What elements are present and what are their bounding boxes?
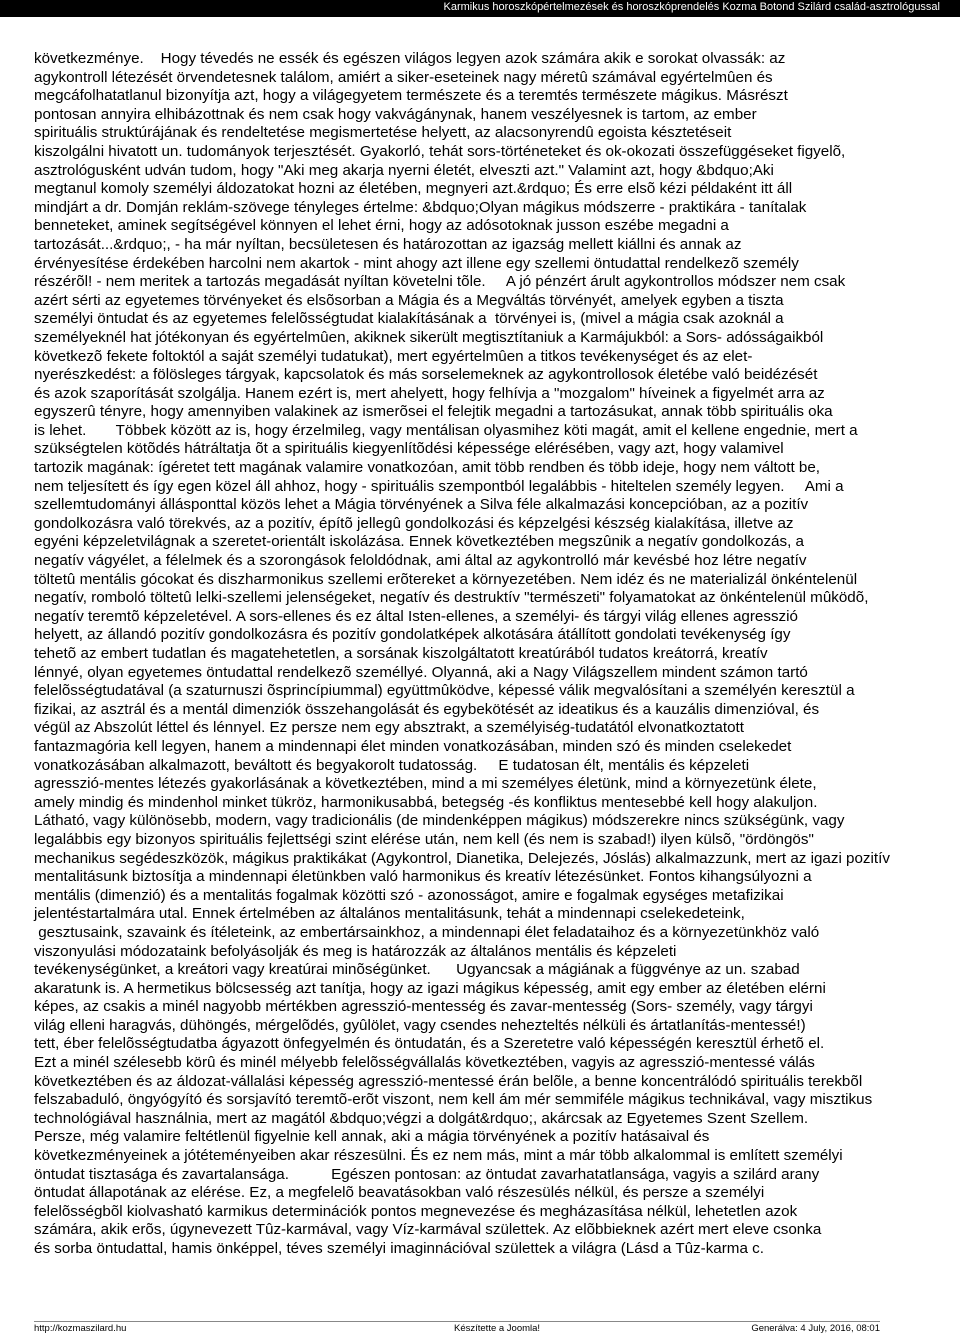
text-line: kiszolgálni hivatott un. tudományok terjesztését. Gyakorló, tehát sors-történeteket és ok-okozati összefüggéseket figyelõ,	[34, 142, 846, 160]
text-line: negatív vágyélet, a félelmek és a szorongások feloldódnak, ami által az agykontrolló már kevésbé hoz létre negatív	[34, 552, 807, 570]
footer-url-link[interactable]: http://kozmaszilard.hu	[34, 1323, 127, 1334]
text-line: következõ fekete foltoktól a saját személyi tudatukat), mert egyértelmûen a titkos tevékenységet és az elet-	[34, 347, 753, 365]
text-line: szükségtelen kötõdés hátráltatja õt a spirituális kiegyenlítõdési képessége elérésében, vagy azt, hogy valamivel	[34, 440, 784, 458]
text-line: felelõsségtudatával (a szaturnuszi õsprincípiummal) együttmûködve, képessé válik megvalósítani a személyén keresztül a	[34, 682, 855, 700]
text-line: technológiával használnia, mert az magától &bdquo;végzi a dolgát&rdquo;, akárcsak az Egyetemes Szent Szellem.	[34, 1109, 809, 1127]
text-line: tett, éber felelõsségtudatba ágyazott önfegyelmén és öntudatán, és a Szeretetre való képességén keresztül érhetõ el.	[34, 1035, 825, 1053]
page-header	[0, 0, 960, 17]
text-line: legalábbis egy bizonyos spirituális fejlettségi szint elérése után, nem kell (és nem is szabad!) ilyen külsõ, "ördöngös"	[34, 830, 814, 848]
text-line: agykontroll létezését örvendetesnek találom, amiért a siker-eseteinek nagy méretû számával egyértelmûen és	[34, 68, 773, 86]
text-line: vonatkozásában alkalmazott, beváltott és begyakorolt tudatosság. E tudatosan élt, mentális és képzeleti	[34, 756, 750, 774]
text-line: fantazmagória kell legyen, hanem a mindennapi élet minden vonatkozásában, minden szó és minden cselekedet	[34, 737, 792, 755]
text-line: amely mindig és mindenhol minket tükröz, harmonikusabbá, betegség -és konfliktus mentesebbé kell hogy alakuljon.	[34, 793, 818, 811]
text-line: tevékenységünket, a kreátori vagy kreatúrai minõségünket. Ugyancsak a mágiának a függvénye az un. szabad	[34, 961, 800, 979]
text-line: jelentéstartalmára utal. Ennek értelmében az általános mentalitásunk, tehát a mindennapi cselekedeteink,	[34, 905, 745, 923]
text-line: öntudat tisztasága és zavartalansága. Egészen pontosan: az öntudat zavarhatatlansága, vagyis a szilárd arany	[34, 1165, 820, 1183]
text-line: következménye. Hogy tévedés ne essék és egészen világos legyen azok számára akik e sorokat olvassák: az	[34, 50, 786, 67]
text-line: azért sérti az egyetemes törvényeket és elsõsorban a Mágia és a Megváltás törvényét, amelyek egyben a tiszta	[34, 291, 784, 309]
text-line: végül az Abszolút léttel és lénnyel. Ez persze nem egy absztrakt, a személyiség-tudatától elvonatkoztatott	[34, 719, 744, 737]
text-line: benneteket, aminek segítségével könnyen el lehet érni, hogy az adósotoknak jusson eszébe megadni a	[34, 217, 729, 235]
text-line: Persze, még valamire feltétlenül figyelnie kell annak, aki a mágia törvényének a pozitív hatásaival és	[34, 1128, 710, 1146]
text-line: felszabaduló, öngyógyító és sorsjavító teremtõ-erõt viszont, nem kell ám mér semmiféle mágikus technikával, vagy misztikus	[34, 1091, 873, 1109]
text-line: mentalitásunk biztosítja a mindennapi életünkben való harmonikus és kreatív létezésünket. Fontos kihangsúlyozni a	[34, 868, 812, 886]
text-line: mechanikus segédeszközök, mágikus praktikákat (Agykontrol, Dianetika, Delejezés, Jóslás) alkalmazzunk, mert az igazi pozitív	[34, 849, 890, 867]
text-line: Látható, vagy különösebb, modern, vagy tradicionális (de mindenképpen mágikus) módszerekre nincs szükségünk, vagy	[34, 812, 845, 830]
text-line: tartozik magának: ígéretet tett magának valamire vonatkozóan, amit több rendben és több ideje, hogy nem váltott be,	[34, 459, 820, 477]
text-line: mentális (dimenzió) és a mentalitás fogalmak közötti szó - azonosságot, amire e fogalmak egységes metafizikai	[34, 886, 784, 904]
text-line: számára, akik erõs, úgynevezett Tûz-karmával, vagy Víz-karmával születtek. Az elõbbieknek azért mert eleve csonka	[34, 1221, 822, 1239]
text-line: gesztusaink, szavaink és ítéleteink, az embertársainkhoz, a mindennapi élet feladataihoz és a környezetünkhöz való	[34, 923, 820, 941]
text-line: gondolkozásra való törekvés, az a pozitív, építõ jellegû gondolkozási és képzelgési készség kialakítása, illetve az	[34, 514, 794, 532]
text-line: részérõl! - nem meritek a tartozás megadását nyíltan követelni tõle. A jó pénzért árult agykontrollos módszer nem csak	[34, 273, 846, 291]
text-line: töltetû mentális gócokat és diszharmonikus szellemi erõtereket a környezetében. Nem idéz és ne materializál önkéntelenül	[34, 570, 858, 588]
text-line: következményeinek a jótéteményeiben akar részesülni. És ez nem más, mint a már több alkalommal is említett személyi	[34, 1147, 843, 1165]
footer-generated-date: Generálva: 4 July, 2016, 08:01	[751, 1323, 880, 1334]
text-line: helyett, az állandó pozitív gondolkozásra és pozitív gondolatképek alkotására átállított gondolati tevékenység így	[34, 626, 791, 644]
text-line: érvényesítése érdekében harcolni nem akartok - mint ahogy azt illene egy szellemi öntudattal rendelkezõ személy	[34, 254, 799, 272]
text-line: viszonyulási módozataink befolyásolják és meg is határozzák az általános mentális és képzeleti	[34, 942, 677, 960]
text-line: negatív teremtõ képzeletével. A sors-ellenes és ez által Isten-ellenes, a személyi- és tárgyi világ ellenes agresszió	[34, 607, 798, 625]
text-line: mindjárt a dr. Domján reklám-szövege tényleges értelme: &bdquo;Olyan mágikus módszerre - praktikára - tanítalak	[34, 198, 807, 216]
text-line: személyi öntudat és az egyetemes felelõsségtudat kialakításának a törvényei is, (mivel a mágia csak azoknál a	[34, 310, 784, 328]
text-line: képes, az csakis a minél nagyobb mértékben agresszió-mentesség és zavar-mentesség (Sors- személy, vagy tárgyi	[34, 998, 813, 1016]
footer-divider	[34, 1321, 880, 1322]
text-line: és azok szaporítását szolgálja. Hanem ezért is, mert ahelyett, hogy felhívja a "mozgalom" híveinek a figyelmét arra az	[34, 384, 825, 402]
text-line: nem teljesített és így egen közel áll ahhoz, hogy - spirituális szempontból legalábbis - hiteltelen személy legyen. Ami a	[34, 477, 844, 495]
text-line: és sorba öntudattal, hamis önképpel, téves személyi imaginnációval születtek a világra (Lásd a Tûz-karma c.	[34, 1240, 764, 1257]
text-line: megtanul komoly személyi áldozatokat hozni az életében, megnyeri azt.&rdquo; És erre elsõ kézi példaként itt áll	[34, 180, 793, 198]
text-line: pontosan annyira elhibázottnak és nem csak hogy vakvágánynak, hanem veszélyesnek is tartom, az ember	[34, 105, 757, 123]
text-line: fizikai, az asztrál és a mentál dimenziók összehangolását és egybekötését az ideatikus és a kauzális dimenzióval, és	[34, 700, 820, 718]
text-line: tartozását...&rdquo;, - ha már nyíltan, becsületesen és határozottan az igazság mellett kiállni és annak az	[34, 235, 742, 253]
text-line: asztrológusként udván tudom, hogy "Aki meg akarja nyerni életét, elveszti azt." Valamint azt, hogy &bdquo;Aki	[34, 161, 774, 179]
article-body	[34, 50, 946, 1259]
text-line: személyeknél hat jótékonyan és egyértelmûen, akiknek sikerült megtisztítaniuk a Karmájukból: a Sors- adósságaikból	[34, 328, 824, 346]
text-line: is lehet. Többek között az is, hogy érzelmileg, vagy mentálisan olyasmihez köti magát, amit el kellene engednie, mert a	[34, 421, 858, 439]
text-line: akaratunk is. A hermetikus bölcsesség azt tanítja, hogy az igazi mágikus képesség, amit egy ember az életében elérni	[34, 979, 826, 997]
text-line: szellemtudományi állásponttal közös lehet a Mágia törvényének a Silva féle alkalmazási koncepcióban, az a pozitív	[34, 496, 809, 514]
text-line: egyszerû tényre, hogy amennyiben valakinek az ismerõsei el felejtik megadni a tartozásukat, annak több spirituális oka	[34, 403, 833, 421]
page-footer	[34, 1323, 880, 1337]
text-line: lénnyé, olyan egyetemes öntudattal rendelkezõ személlyé. Olyanná, aki a Nagy Világszellem mindent számon tartó	[34, 663, 808, 681]
text-line: megcáfolhatatlanul bizonyítja azt, hogy a világegyetem természete és a teremtés természete mágikus. Másrészt	[34, 87, 788, 105]
footer-made-with: Készítette a Joomla!	[454, 1323, 541, 1334]
text-line: negatív, romboló töltetû lelki-szellemi jelenségeket, negatív és destruktív "természeti" folyamatokat az önkéntelenül mûködõ,	[34, 589, 869, 607]
text-line: következtében és az áldozat-vállalási képesség agresszió-mentessé érán belõle, a benne koncentrálódó spirituális terekbõl	[34, 1072, 863, 1090]
text-line: világ elleni haragvás, dühöngés, mérgelõdés, gyûlölet, vagy csendes nehezteltés nélküli és ártatlanítás-mentessé!)	[34, 1016, 806, 1034]
text-line: Ezt a minél szélesebb körû és minél mélyebb felelõsségvállalás következtében, vagyis az agresszió-mentessé válás	[34, 1054, 815, 1072]
text-line: tehetõ az embert tudatlan és magatehetetlen, a sorsának kiszolgáltatott kreatúrából tudatos kreátorrá, kreatív	[34, 645, 768, 662]
text-line: agresszió-mentes létezés gyakorlásának a következtében, mind a mi személyes életünk, mind a környezetünk élete,	[34, 775, 817, 793]
text-line: spirituális struktúrájának és rendeltetése megismertetése helyett, az alacsonyrendû egoista késztetéseit	[34, 124, 732, 142]
site-title: Karmikus horoszkópértelmezések és horoszkóprendelés Kozma Botond Szilárd család-asztrológussal	[443, 1, 940, 13]
text-line: öntudat állapotának az elérése. Ez, a megfelelõ beavatásokban való részesülés nélkül, és persze a személyi	[34, 1184, 765, 1202]
text-line: felelõsségbõl kiolvasható karmikus determinációk pontos megnevezése és megházasítása nélkül, lehetetlen azok	[34, 1202, 798, 1220]
text-line: nyerészkedést: a fölösleges tárgyak, kapcsolatok és más sorselemeknek az agykontrollosok életébe való beidézését	[34, 366, 818, 384]
text-line: egyéni képzeletvilágnak a szeretet-orientált iskolázása. Ennek következtében megszûnik a negatív gondolkozás, a	[34, 533, 804, 551]
